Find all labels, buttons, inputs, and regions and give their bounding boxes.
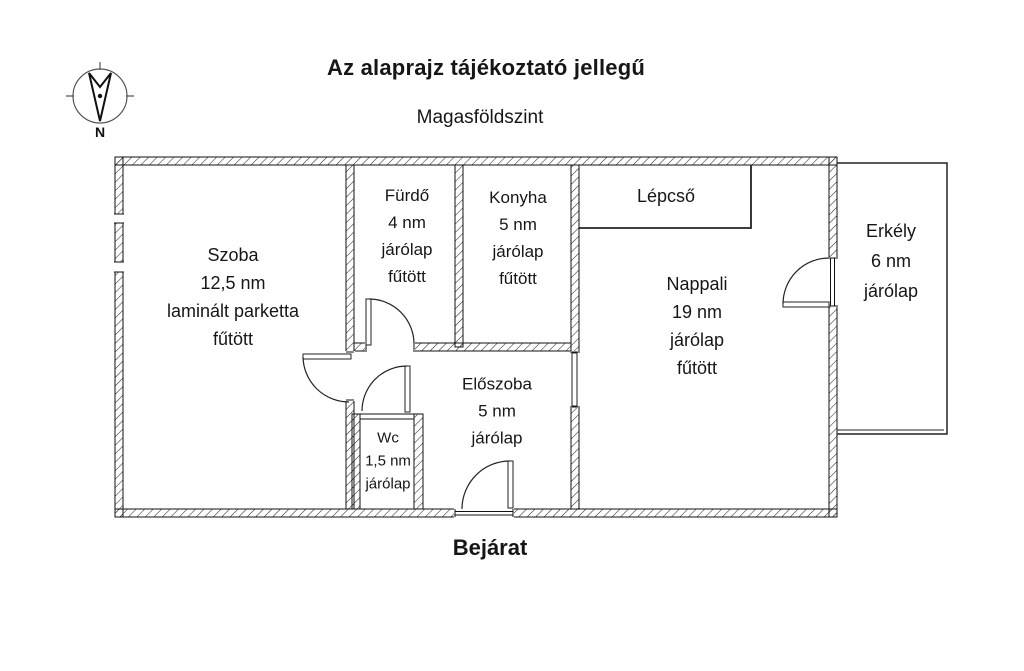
room-heating: fűtött — [499, 269, 537, 288]
room-label-lepcso — [637, 182, 695, 210]
wall-outer-right — [829, 157, 837, 517]
plan-disclaimer-title: Az alaprajz tájékoztató jellegű — [327, 55, 645, 80]
room-floor: járólap — [365, 475, 411, 493]
room-area: 5 nm — [478, 401, 516, 421]
room-label-wc — [365, 427, 411, 496]
room-name: Előszoba — [462, 374, 532, 394]
door-entrance — [462, 461, 513, 509]
room-label-nappali — [666, 270, 727, 382]
room-floor: járólap — [863, 281, 919, 301]
door-eloszoba-nappali — [572, 353, 577, 406]
room-name: Erkély — [865, 221, 917, 241]
door-furdo — [366, 299, 414, 345]
door-balcony — [783, 258, 829, 307]
wall-furdo-konyha — [455, 165, 463, 347]
room-label-erkely — [864, 216, 918, 306]
room-heating: fűtött — [676, 358, 718, 378]
wall-wc-left — [352, 414, 360, 509]
room-area: 6 nm — [870, 251, 912, 271]
room-area: 19 nm — [671, 302, 723, 322]
room-floor: laminált parketta — [166, 301, 300, 321]
room-area: 5 nm — [499, 215, 537, 234]
door-wc — [362, 366, 410, 412]
room-label-konyha — [489, 184, 547, 292]
room-floor: járólap — [492, 242, 544, 261]
compass-north-icon — [66, 62, 134, 140]
wall-outer-top — [115, 157, 837, 165]
room-name: Nappali — [666, 274, 728, 294]
room-name: Konyha — [489, 188, 547, 207]
room-name: Fürdő — [384, 186, 430, 205]
room-heating: fűtött — [388, 267, 426, 286]
door-szoba — [303, 354, 351, 402]
compass-north-label: N — [94, 124, 106, 140]
wall-outer-left — [115, 157, 123, 517]
room-floor: járólap — [669, 330, 725, 350]
entrance-label: Bejárat — [452, 535, 528, 560]
room-floor: járólap — [381, 240, 433, 259]
room-name: Lépcső — [636, 186, 696, 206]
wall-middle-nappali — [571, 165, 579, 509]
wall-wc-right — [414, 414, 423, 509]
room-label-szoba — [167, 241, 299, 353]
room-name: Szoba — [207, 245, 259, 265]
room-heating: fűtött — [212, 329, 254, 349]
room-label-furdo — [381, 182, 432, 290]
room-area: 12,5 nm — [200, 273, 266, 293]
room-name: Wc — [377, 429, 399, 447]
room-label-eloszoba — [462, 371, 532, 452]
room-floor: járólap — [471, 428, 523, 448]
floor-level-subtitle: Magasföldszint — [416, 107, 544, 128]
room-area: 1,5 nm — [365, 452, 411, 470]
room-area: 4 nm — [388, 213, 426, 232]
